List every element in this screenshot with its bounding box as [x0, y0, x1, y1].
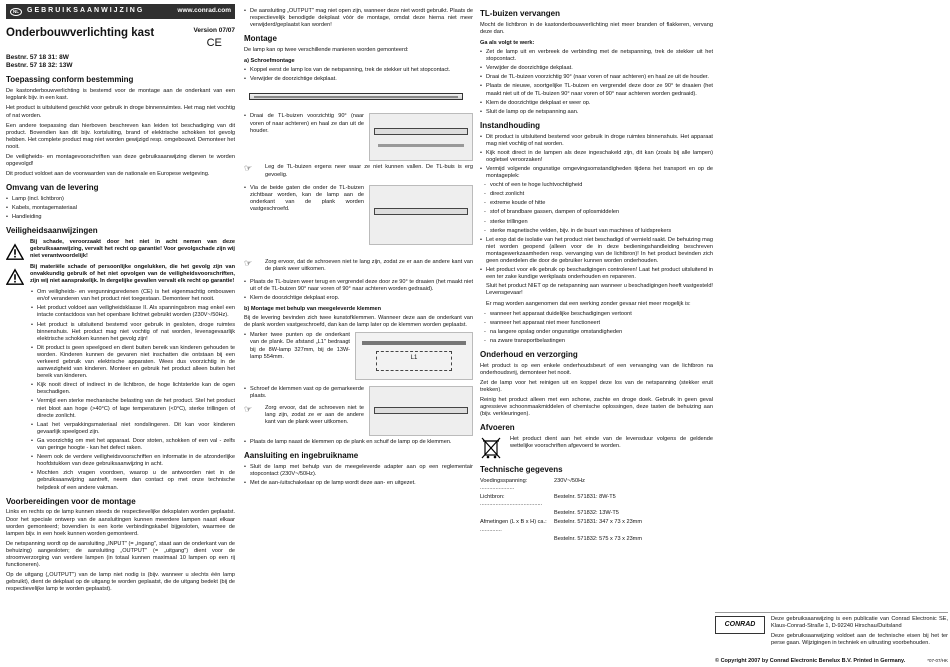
list-item: - direct zonlicht — [484, 191, 713, 198]
clip-steps — [244, 439, 473, 446]
paragraph: Reinig het product alleen met een schone, zachte en droge doek. Gebruik in geen geval agressieve schoonmaakmiddelen of chemische oplossingen, deze tasten de behuizing aan (bijv. verkleuringen). — [480, 397, 713, 418]
list-item: • Plaats de TL-buizen weer terug en vergrendel deze door ze 90° te draaien (het maakt niet uit of de TL-buizen 90° naar voren of 90° naar achteren worden gedraaid). — [244, 279, 473, 293]
heading-delivery-scope: Omvang van de levering — [6, 183, 99, 193]
distance-illustration — [355, 332, 473, 380]
heading-screw-mounting: a) Schroefmontage — [244, 58, 295, 65]
paragraph: Dit product voldoet aan de voorwaarden van de nationale en Europese wetgeving. — [6, 171, 210, 178]
list-item: - extreme koude of hitte — [484, 200, 713, 207]
conditions-list — [480, 182, 713, 235]
warning-text: Bij schade, veroorzaakt door het niet in acht nemen van deze gebruiksaanwijzing, vervalt het recht op garantie! Voor gevolgschade zijn wij niet verantwoordelijk! — [30, 239, 235, 260]
pointing-hand-icon: ☞ — [244, 163, 253, 174]
list-item: • Koppel eerst de lamp los van de netspanning, trek de stekker uit het stopcontact. — [244, 67, 473, 74]
paragraph: Het product is uitsluitend geschikt voor gebruik in droge binnenruimtes. Het mag niet vochtig of nat worden. — [6, 105, 235, 119]
list-item: - na zware transportbelastingen — [484, 338, 713, 345]
list-item: - sterke magnetische velden, bijv. in de buurt van machines of luidsprekers — [484, 228, 713, 235]
note-block — [244, 164, 473, 181]
list-item: • Zet de lamp uit en verbreek de verbinding met de netspanning, trek de stekker uit het stopcontact. — [480, 49, 713, 63]
list-item: • Draai de TL-buizen voorzichtig 90° (naar voren of naar achteren) en haal ze dan uit de houder. — [244, 113, 364, 134]
list-item: • Het product is uitsluitend bestemd voor gebruik in gesloten, droge ruimtes binnenshuis. Het product mag niet vochtig of nat worden, levensgevaarlijk elektrische schokken kunnen het gevolg zijn! — [31, 322, 235, 343]
paragraph: Mocht de lichtbron in de kastonderbouwverlichting niet meer branden of flakkeren, vervang deze dan. — [480, 21, 713, 35]
publisher-text: Deze gebruiksaanwijzing is een publicatie van Conrad Electronic SE, Klaus-Conrad-Straße 1, D-92240 Hirschau/Duitsland — [771, 616, 948, 630]
order-number-13w: Bestnr. 57 18 32: 13W — [6, 62, 73, 70]
footer — [715, 612, 948, 665]
list-item: - sterke trillingen — [484, 219, 713, 226]
list-item: • Schroef de klemmen vast op de gemarkeerde plaats. — [244, 386, 364, 400]
warning-triangle-icon — [6, 268, 24, 286]
screw-steps — [244, 67, 473, 83]
list-item: • Plaats de lamp naast de klemmen op de plank en schuif de lamp op de klemmen. — [244, 439, 473, 446]
order-numbers — [6, 54, 235, 70]
distance-label: L1 — [410, 355, 418, 362]
heading-tech-data: Technische gegevens — [480, 465, 563, 475]
pointing-hand-icon: ☞ — [244, 403, 253, 414]
heading-mounting: Montage — [244, 34, 277, 44]
pointing-hand-icon: ☞ — [244, 257, 253, 268]
list-item: • De aansluiting „OUTPUT" mag niet open zijn, wanneer deze niet wordt gebruikt. Plaats de respectievelijk benodigde dekplaat vóór de montage, omdat deze hierna niet meer verwijderd/geplaatst kan worden! — [244, 8, 473, 29]
paragraph: Sluit het product NIET op de netspanning aan wanneer u beschadigingen heeft vastgesteld! Levensgevaar! — [486, 283, 713, 297]
table-row: Bestelnr. 571832: 13W-T5 — [554, 510, 619, 517]
warning-text: Bij materiële schade of persoonlijke ongelukken, die het gevolg zijn van onvakkundig gebruik of het niet opvolgen van de veiligheidsvoorschriften, zijn wij niet aansprakelijk. In dergelijke gevallen vervalt elk recht op garantie! — [30, 264, 235, 285]
list-item: • Verwijder de doorzichtige dekplaat. — [244, 76, 473, 83]
column-4 — [715, 0, 948, 667]
version-label: Version 07/07 — [193, 27, 235, 34]
column-3 — [480, 0, 713, 667]
copyright-text: © Copyright 2007 by Conrad Electronic Benelux B.V. Printed in Germany. — [715, 658, 906, 665]
paragraph: Bij de levering bevinden zich twee kunstofklemmen. Wanneer deze aan de onderkant van de plank worden vastgeschroefd, dan kan de lamp later op de klemmen worden geplaatst. — [244, 315, 473, 329]
list-item: • Neem ook de verdere veiligheidsvoorschriften en informatie in de afzonderlijke hoofdstukken van deze gebruiksaanwijzing in acht. — [31, 454, 235, 468]
safety-list — [6, 289, 235, 491]
delivery-list — [6, 196, 235, 221]
column-2 — [244, 0, 473, 667]
tech-table — [480, 478, 713, 545]
paragraph: De veiligheids- en montagevoorschriften van deze gebruiksaanwijzing dienen te worden opgevolgd! — [6, 154, 235, 168]
note-text: Zorg ervoor, dat de schroeven niet te lang zijn, zodat ze er aan de andere kant van de plank weer uitkomen. — [265, 404, 364, 425]
document-code: *07-07/HK — [927, 658, 948, 664]
paragraph: Er mag worden aangenomen dat een werking zonder gevaar niet meer mogelijk is: — [486, 300, 691, 307]
list-item: • Via de beide gaten die onder de TL-buizen zichtbaar worden, kan de lamp aan de onderkant van de plank worden vastgeschroefd. — [244, 185, 364, 213]
paragraph: Een andere toepassing dan hierboven beschreven kan leiden tot beschadiging van dit product. Bovendien kan dit bijv. kortsluiting, brand of elektrische schokken tot gevolg hebben. Het complete product mag niet worden gewijzigd resp. omgebouwd. Demonteer het nooit. — [6, 122, 235, 150]
heading-maintenance: Instandhouding — [480, 120, 540, 130]
list-item: • Klem de doorzichtige dekplaat er weer op. — [480, 100, 713, 107]
screw-holes-illustration — [369, 185, 473, 245]
note-text: Leg de TL-buizen ergens neer waar ze niet kunnen vallen. De TL-buis is erg gevoelig. — [265, 164, 473, 178]
list-item: • Kabels, montagemateriaal — [6, 205, 235, 212]
paragraph: De netspanning wordt op de aansluiting „INPUT" (= „ingang", staat aan de onderkant van de behuizing) aangesloten; de aansluiting „OUTPUT" (= „uitgang") dient voor de stroomverzorging van verdere lampen (in totaal kunnen maximaal 10 lampen op een rij functioneren). — [6, 540, 235, 569]
column-1 — [6, 0, 235, 667]
maintenance-list-2 — [480, 237, 713, 282]
language-badge: NL — [10, 8, 22, 16]
screw-holes-figure — [244, 185, 473, 245]
list-item: - na langere opslag onder ongunstige omstandigheden — [484, 329, 713, 336]
note-text: Zorg ervoor, dat de schroeven niet te lang zijn, zodat ze er aan de andere kant van de plank weer uitkomen. — [265, 258, 473, 272]
replace-steps — [480, 49, 713, 116]
list-item: • Klem de doorzichtige dekplaat erop. — [244, 295, 473, 302]
output-note — [244, 8, 473, 29]
list-item: - wanneer het apparaat niet meer functioneert — [484, 320, 713, 327]
list-item: • Let erop dat de isolatie van het product niet beschadigd of vernield raakt. De behuizing mag niet worden geopend (alleen voor de in deze bedieningshandleiding beschreven montagewerkzaamheden resp. vervanging van de lichtbron)! In het product bevinden zich geen onderdelen die door de gebruiker kunnen worden onderhouden. — [480, 237, 713, 265]
crossed-bin-icon — [480, 436, 502, 460]
heading-safety: Veiligheidsaanwijzingen — [6, 226, 98, 236]
connection-list — [244, 464, 473, 487]
list-item: • Dit product is uitsluitend bestemd voor gebruik in droge ruimtes binnenshuis. Het apparaat mag niet vochtig of nat worden. — [480, 134, 713, 148]
version-block — [193, 27, 235, 51]
list-item: • Kijk nooit direct in de lampen als deze ingeschakeld zijn, dit kan (zoals bij alle lampen) oogletsel veroorzaken! — [480, 150, 713, 164]
lamp-illustration — [249, 87, 463, 107]
list-item: • Sluit de lamp met behulp van de meegeleverde adapter aan op een reglementair stopcontact (230V~/50Hz). — [244, 464, 473, 478]
paragraph: Zet de lamp voor het reinigen uit en koppel deze los van de netspanning (stekker eruit trekken). — [480, 379, 713, 394]
subheading-steps: Ga als volgt te werk: — [480, 39, 535, 46]
document-title: Onderbouwverlichting kast — [6, 27, 155, 39]
paragraph: De kastonderbouwverlichting is bestemd voor de montage aan de onderkant van een legplank bijv. in een kast. — [6, 88, 235, 102]
paragraph: De lamp kan op twee verschillende manieren worden gemonteerd: — [244, 47, 409, 54]
heading-connection: Aansluiting en ingebruikname — [244, 451, 359, 461]
header-title: GEBRUIKSAANWIJZING — [27, 7, 145, 15]
heading-intended-use: Toepassing conform bestemming — [6, 75, 134, 85]
paragraph: Het product is op een enkele onderhoudsbeurt of een vervanging van de lichtbron na onderhoudsvrij, demonteer het nooit. — [480, 362, 713, 376]
heading-preparation: Voorbereidingen voor de montage — [6, 496, 136, 506]
warning-block-2 — [6, 264, 235, 286]
list-item: • Marker twee punten op de onderkant van de plank. De afstand „L1" bedraagt bij de 8W-lamp 327mm, bij de 13W-lamp 554mm. — [244, 332, 350, 360]
conrad-logo: CONRAD — [715, 616, 765, 634]
paragraph: Het product dient aan het einde van de levensduur volgens de geldende wettelijke voorschriften afgevoerd te worden. — [510, 436, 713, 450]
list-item: • Plaats de nieuwe, soortgelijke TL-buizen en vergrendel deze door ze 90° te draaien (het maakt niet uit of de TL-buizen 90° naar voren of 90° naar achteren worden gedraaid). — [480, 83, 713, 97]
table-row: Lichtbron: ........................................ Bestelnr. 571831: 8W-T5 — [480, 494, 616, 508]
disposal-block — [480, 436, 713, 460]
paragraph: Op de uitgang („OUTPUT") van de lamp niet nodig is (bijv. wanneer u slechts één lamp gebruikt), dient de dekplaat op de uitgang te worden geplaatst, die de uitgang bedekt (bij de respectievelijke lamp te worden geplaatst). — [6, 572, 235, 593]
list-item: • Ga voorzichtig om met het apparaat. Door stoten, schokken of een val - zelfs van geringe hoogte - kan het defect raken. — [31, 438, 235, 452]
list-item: - stof of brandbare gassen, dampen of oplosmiddelen — [484, 209, 713, 216]
clip-figure — [244, 332, 473, 380]
clip-figure-2 — [244, 386, 473, 436]
paragraph: Links en rechts op de lamp kunnen steeds de respectievelijke deksplaten worden geplaatst. Door het speciale ontwerp van de aansluitingen kunnen meerdere lampen naast elkaar worden gemonteerd; bovendien is een korte verbindingskabel bijgesloten, waarmee de lampen bijv. in een hoek kunnen worden gemonteerd. — [6, 509, 235, 537]
list-item: • Mochten zich vragen voordoen, waarop u de antwoorden niet in de gebruiksaanwijzing aantreft, neem dan contact op met onze technische helpdesk of een andere vakman. — [31, 470, 235, 491]
list-item: • Laat het verpakkingsmateriaal niet rondslingeren. Dit kan voor kinderen gevaarlijk speelgoed zijn. — [31, 422, 235, 436]
heading-care: Onderhoud en verzorging — [480, 349, 578, 359]
heading-disposal: Afvoeren — [480, 423, 515, 433]
list-item: • Het product voldoet aan veiligheidsklasse II. Als spanningsbron mag enkel een intacte contactdoos van het openbare lichtnet gebruikt worden (230V~/50Hz). — [31, 305, 235, 319]
screw-steps-2 — [244, 279, 473, 302]
warning-triangle-icon — [6, 243, 24, 261]
table-row: Bestelnr. 571832: 575 x 73 x 23mm — [554, 535, 643, 542]
heading-replace-tubes: TL-buizen vervangen — [480, 9, 561, 18]
clip-illustration — [369, 386, 473, 436]
list-item: • Om veiligheids- en vergunningsredenen (CE) is het eigenmachtig ombouwen en/of veranderen van het product niet toegestaan. Demonteer het nooit. — [31, 289, 235, 303]
warning-block-1 — [6, 239, 235, 261]
header-url: www.conrad.com — [177, 7, 231, 15]
tube-rotate-illustration — [369, 113, 473, 161]
note-block — [244, 405, 364, 429]
list-item: • Lamp (incl. lichtbron) — [6, 196, 235, 203]
ce-mark-icon: CE — [206, 37, 222, 50]
maintenance-list — [480, 134, 713, 181]
list-item: • Handleiding — [6, 214, 235, 221]
unsafe-conditions-list — [480, 311, 713, 345]
header-bar — [6, 4, 235, 19]
list-item: • Vermijd volgende ongunstige omgevingsomstandigheden tijdens het transport en op de montageplek: — [480, 166, 713, 180]
list-item: • Draai de TL-buizen voorzichtig 90° (naar voren of naar achteren) en haal ze uit de houder. — [480, 74, 713, 81]
list-item: • Sluit de lamp op de netspanning aan. — [480, 109, 713, 116]
list-item: • Dit product is geen speelgoed en dient buiten bereik van kinderen gehouden te worden. Kinderen kunnen de gevaren niet inschatten die ontstaan bij een verkeerd gebruik van elektrische apparaten. Wees dus voorzichtig in de aanwezigheid van kinderen. Monteer en gebruik het product alleen buiten het bereik van kinderen. — [31, 345, 235, 380]
list-item: • Verwijder de doorzichtige dekplaat. — [480, 65, 713, 72]
list-item: • Het product voor elk gebruik op beschadigingen controleren! Laat het product uitsluitend in een ter zake kundige werkplaats onderhouden en repareren. — [480, 267, 713, 281]
tube-rotate-figure — [244, 113, 473, 161]
disclaimer-text: Deze gebruiksaanwijzing voldoet aan de technische eisen bij het ter perse gaan. Wijzigingen in techniek en uitrusting voorbehouden. — [771, 633, 948, 647]
note-block — [244, 259, 473, 276]
order-number-8w: Bestnr. 57 18 31: 8W — [6, 54, 69, 62]
list-item: - wanneer het apparaat duidelijke beschadigingen vertoont — [484, 311, 713, 318]
table-row: Afmetingen (L x B x H) ca.: .............. Bestelnr. 571831: 347 x 73 x 23mm — [480, 519, 643, 533]
heading-clip-mounting: b) Montage met behulp van meegeleverde klemmen — [244, 306, 382, 313]
table-row: Voedingsspanning: ...................... 230V~/50Hz — [480, 478, 585, 492]
list-item: - vocht of een te hoge luchtvochtigheid — [484, 182, 713, 189]
list-item: • Kijk nooit direct of indirect in de lichtbron, de hoge lichtsterkte kan de ogen beschadigen. — [31, 382, 235, 396]
list-item: • Vermijd een sterke mechanische belasting van de het product. Stel het product niet bloot aan hoge (>40°C) of lage temperaturen (<0°C), sterke trillingen of directe zonlicht. — [31, 398, 235, 419]
list-item: • Met de aan-/uitschakelaar op de lamp wordt deze aan- en uitgezet. — [244, 480, 473, 487]
